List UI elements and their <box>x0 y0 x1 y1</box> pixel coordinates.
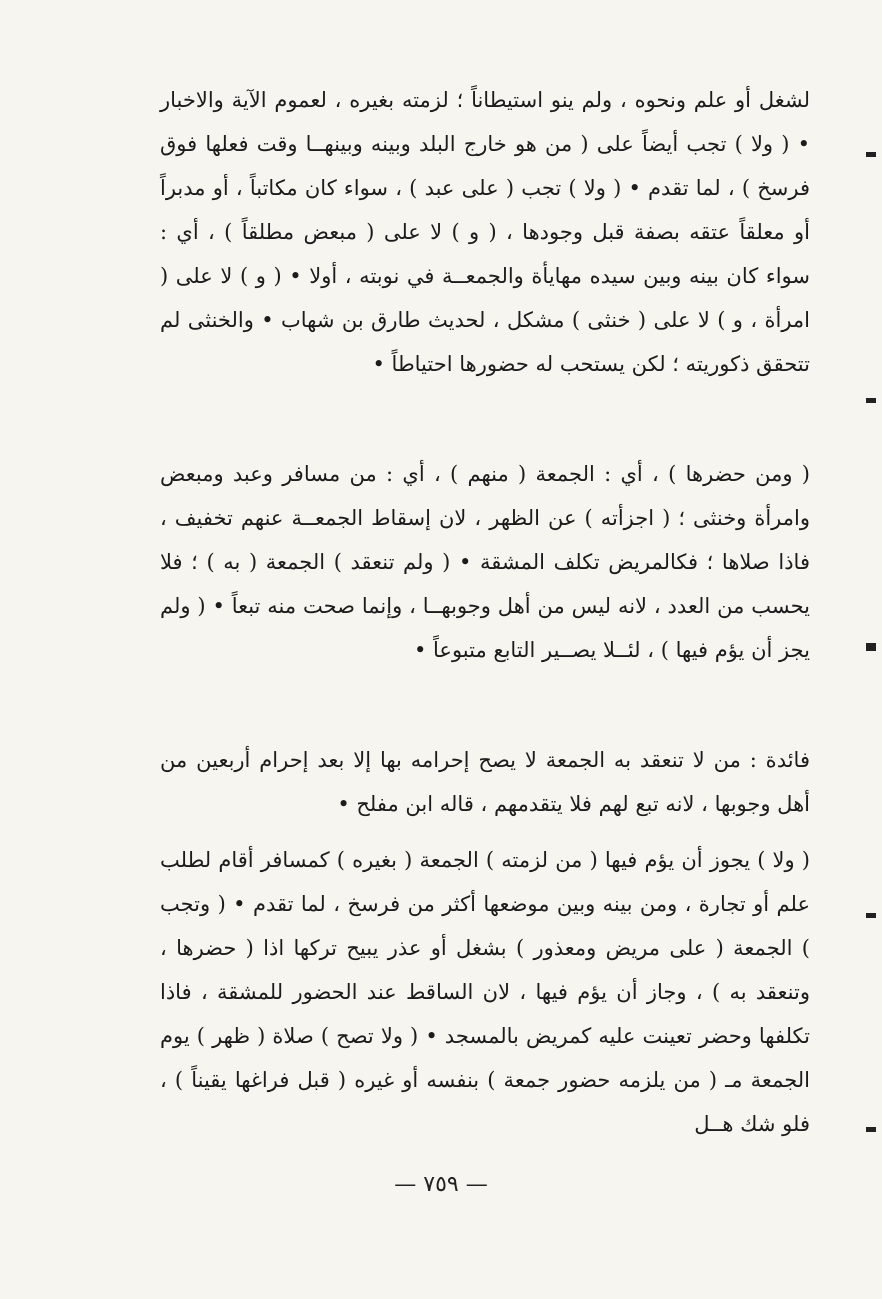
page-number: — ٧٥٩ — <box>394 1172 488 1197</box>
margin-mark <box>866 913 876 918</box>
paragraph-text: فائدة : من لا تنعقد به الجمعة لا يصح إحرامه بها إلا بعد إحرام أربعين من أهل وجوبها ، لانه تبع لهم فلا يتقدمهم ، قاله ابن مفلح • <box>160 748 810 816</box>
paragraph-1 <box>160 78 810 386</box>
margin-mark <box>866 398 876 403</box>
paragraph-4 <box>160 838 810 1146</box>
paragraph-text: لشغل أو علم ونحوه ، ولم ينو استيطاناً ؛ لزمته بغيره ، لعموم الآية والاخبار • ( ولا ) تجب أيضاً على ( من هو خارج البلد وبينه وبينهــا وقت فعلها فوق فرسخ ) ، لما تقدم • ( ولا ) تجب ( على عبد ) ، سواء كان مكاتباً ، أو مدبراً أو معلقاً عتقه بصفة قبل وجودها ، ( و ) لا على ( مبعض مطلقاً ) ، أي : سواء كان بينه وبين سيده مهايأة والجمعــة في نوبته ، أولا • ( و ) لا على ( امرأة ، و ) لا على ( خنثى ) مشكل ، لحديث طارق بن شهاب • والخنثى لم تتحقق ذكوريته ؛ لكن يستحب له حضورها احتياطاً • <box>160 88 810 376</box>
margin-mark <box>866 1127 876 1132</box>
margin-mark <box>866 152 876 157</box>
paragraph-2 <box>160 452 810 672</box>
paragraph-text: ( ولا ) يجوز أن يؤم فيها ( من لزمته ) الجمعة ( بغيره ) كمسافر أقام لطلب علم أو تجارة ، ومن بينه وبين موضعها أكثر من فرسخ ، لما تقدم • ( وتجب ) الجمعة ( على مريض ومعذور ) بشغل أو عذر يبيح تركها اذا ( حضرها ، وتنعقد به ) ، وجاز أن يؤم فيها ، لان الساقط عند الحضور للمشقة ، فاذا تكلفها وحضر تعينت عليه كمريض بالمسجد • ( ولا تصح ) صلاة ( ظهر ) يوم الجمعة مـ ( من يلزمه حضور جمعة ) بنفسه أو غيره ( قبل فراغها يقيناً ) ، فلو شك هــل <box>160 848 810 1136</box>
paragraph-text: ( ومن حضرها ) ، أي : الجمعة ( منهم ) ، أي : من مسافر وعبد ومبعض وامرأة وخنثى ؛ ( اجزأته ) عن الظهر ، لان إسقاط الجمعــة عنهم تخفيف ، فاذا صلاها ؛ فكالمريض تكلف المشقة • ( ولم تنعقد ) الجمعة ( به ) ؛ فلا يحسب من العدد ، لانه ليس من أهل وجوبهــا ، وإنما صحت منه تبعاً • ( ولم يجز أن يؤم فيها ) ، لئــلا يصــير التابع متبوعاً • <box>160 462 810 662</box>
margin-mark <box>866 643 876 651</box>
paragraph-3-note <box>160 738 810 826</box>
